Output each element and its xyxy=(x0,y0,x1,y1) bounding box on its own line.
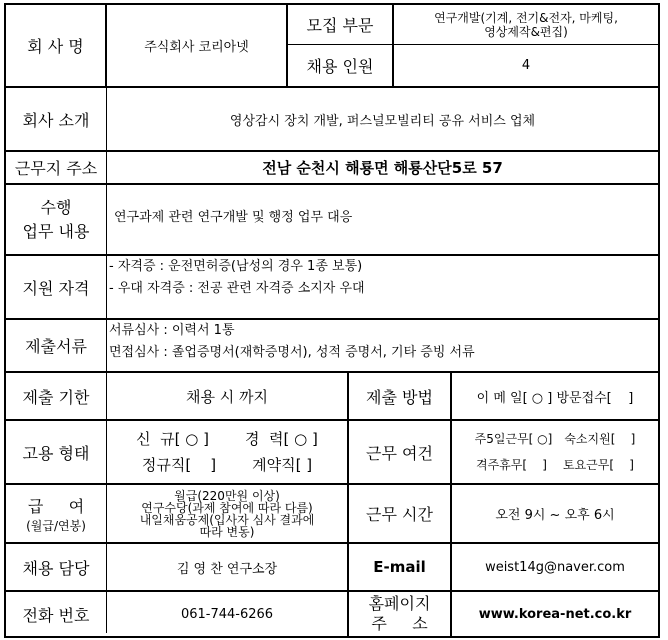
deadline-label: 제출 기한 xyxy=(22,387,90,407)
method-value: 이 메 일[ ○ ] 방문접수[ ] xyxy=(476,390,634,406)
qualification-line: - 우대 자격증 : 전공 관련 자격증 소지자 우대 xyxy=(109,281,365,296)
company-value: 주식회사 코리아넷 xyxy=(144,40,249,55)
company-label: 회 사 명 xyxy=(27,37,84,56)
employment-type-row xyxy=(142,452,312,478)
conditions-label: 근무 여건 xyxy=(366,443,433,463)
address-label: 근무지 주소 xyxy=(14,159,98,178)
duties-label-line: 수행 xyxy=(40,197,72,217)
qualification-line: - 자격증 : 운전면허증(남성의 경우 1종 보통) xyxy=(109,259,363,274)
salary-value xyxy=(107,485,347,542)
duties-label xyxy=(6,185,106,254)
homepage-label xyxy=(349,592,450,636)
address-value: 전남 순천시 해룡면 해룡산단5로 57 xyxy=(262,159,503,177)
email-value: weist14g@naver.com xyxy=(485,559,625,575)
experienced-checkbox: 경 력[ ○ ] xyxy=(245,430,318,448)
conditions-value xyxy=(452,421,658,483)
homepage-label-line: 홈페이지 xyxy=(368,594,431,613)
recruit-field-label: 모집 부문 xyxy=(306,16,374,35)
homepage-label-line: 주 소 xyxy=(371,614,428,633)
headcount-value: 4 xyxy=(521,58,531,73)
job-posting-form xyxy=(4,3,660,640)
headcount-label: 채용 인원 xyxy=(306,57,374,76)
employment-type-value xyxy=(107,421,347,483)
permanent-checkbox: 정규직[ ] xyxy=(141,456,217,474)
intro-label: 회사 소개 xyxy=(22,110,90,130)
new-hire-checkbox: 신 규[ ○ ] xyxy=(136,430,209,448)
rule xyxy=(4,636,660,638)
email-label: E-mail xyxy=(373,558,426,576)
documents-label: 제출서류 xyxy=(25,337,87,356)
method-label: 제출 방법 xyxy=(366,387,433,407)
rule xyxy=(658,3,660,638)
documents-line: 면접심사 : 졸업증명서(재학증명서), 성적 증명서, 기타 증빙 서류 xyxy=(109,345,475,360)
salary-label-sub: (월급/연봉) xyxy=(26,518,86,533)
salary-line: 연구수당(과제 참여에 따라 다름) xyxy=(141,500,313,515)
recruit-field-value xyxy=(394,5,658,44)
duties-label-line: 업무 내용 xyxy=(22,221,90,241)
duties-value: 연구과제 관련 연구개발 및 행정 업무 대응 xyxy=(114,210,353,225)
saturday-work-checkbox: 토요근무[ ] xyxy=(563,458,634,472)
hours-label: 근무 시간 xyxy=(366,505,433,524)
documents-value xyxy=(109,320,658,371)
salary-line: 월급(220만원 이상) xyxy=(174,488,280,503)
hours-value: 오전 9시 ~ 오후 6시 xyxy=(495,508,615,523)
manager-value: 김 영 찬 연구소장 xyxy=(176,561,278,577)
qualification-label: 지원 자격 xyxy=(22,278,90,298)
phone-value: 061-744-6266 xyxy=(180,606,274,622)
five-day-week-checkbox: 주5일근무[ ○] xyxy=(474,432,553,446)
phone-label: 전화 번호 xyxy=(22,605,90,625)
contract-checkbox: 계약직[ ] xyxy=(252,456,313,474)
recruit-field-line: 연구개발(기계, 전기&전자, 마케팅, xyxy=(434,10,618,25)
salary-label xyxy=(6,485,106,542)
housing-support-checkbox: 숙소지원[ ] xyxy=(564,432,636,446)
homepage-value: www.korea-net.co.kr xyxy=(478,606,632,622)
deadline-value: 채용 시 까지 xyxy=(186,387,268,406)
salary-label-main: 급 여 xyxy=(27,496,85,516)
salary-line: 따라 변동) xyxy=(199,524,255,539)
employment-type-label: 고용 형태 xyxy=(22,443,90,463)
qualification-value xyxy=(109,256,658,318)
conditions-row xyxy=(475,426,636,452)
intro-value: 영상감시 장치 개발, 퍼스널모빌리티 공유 서비스 업체 xyxy=(229,113,536,129)
conditions-row xyxy=(476,452,634,478)
documents-line: 서류심사 : 이력서 1통 xyxy=(109,323,235,338)
alternate-week-off-checkbox: 격주휴무[ ] xyxy=(476,458,547,472)
manager-label: 채용 담당 xyxy=(22,558,90,578)
employment-type-row xyxy=(136,426,318,452)
recruit-field-line: 영상제작&편집) xyxy=(484,24,568,39)
salary-line: 내일채움공제(입사자 심사 결과에 xyxy=(139,512,315,527)
